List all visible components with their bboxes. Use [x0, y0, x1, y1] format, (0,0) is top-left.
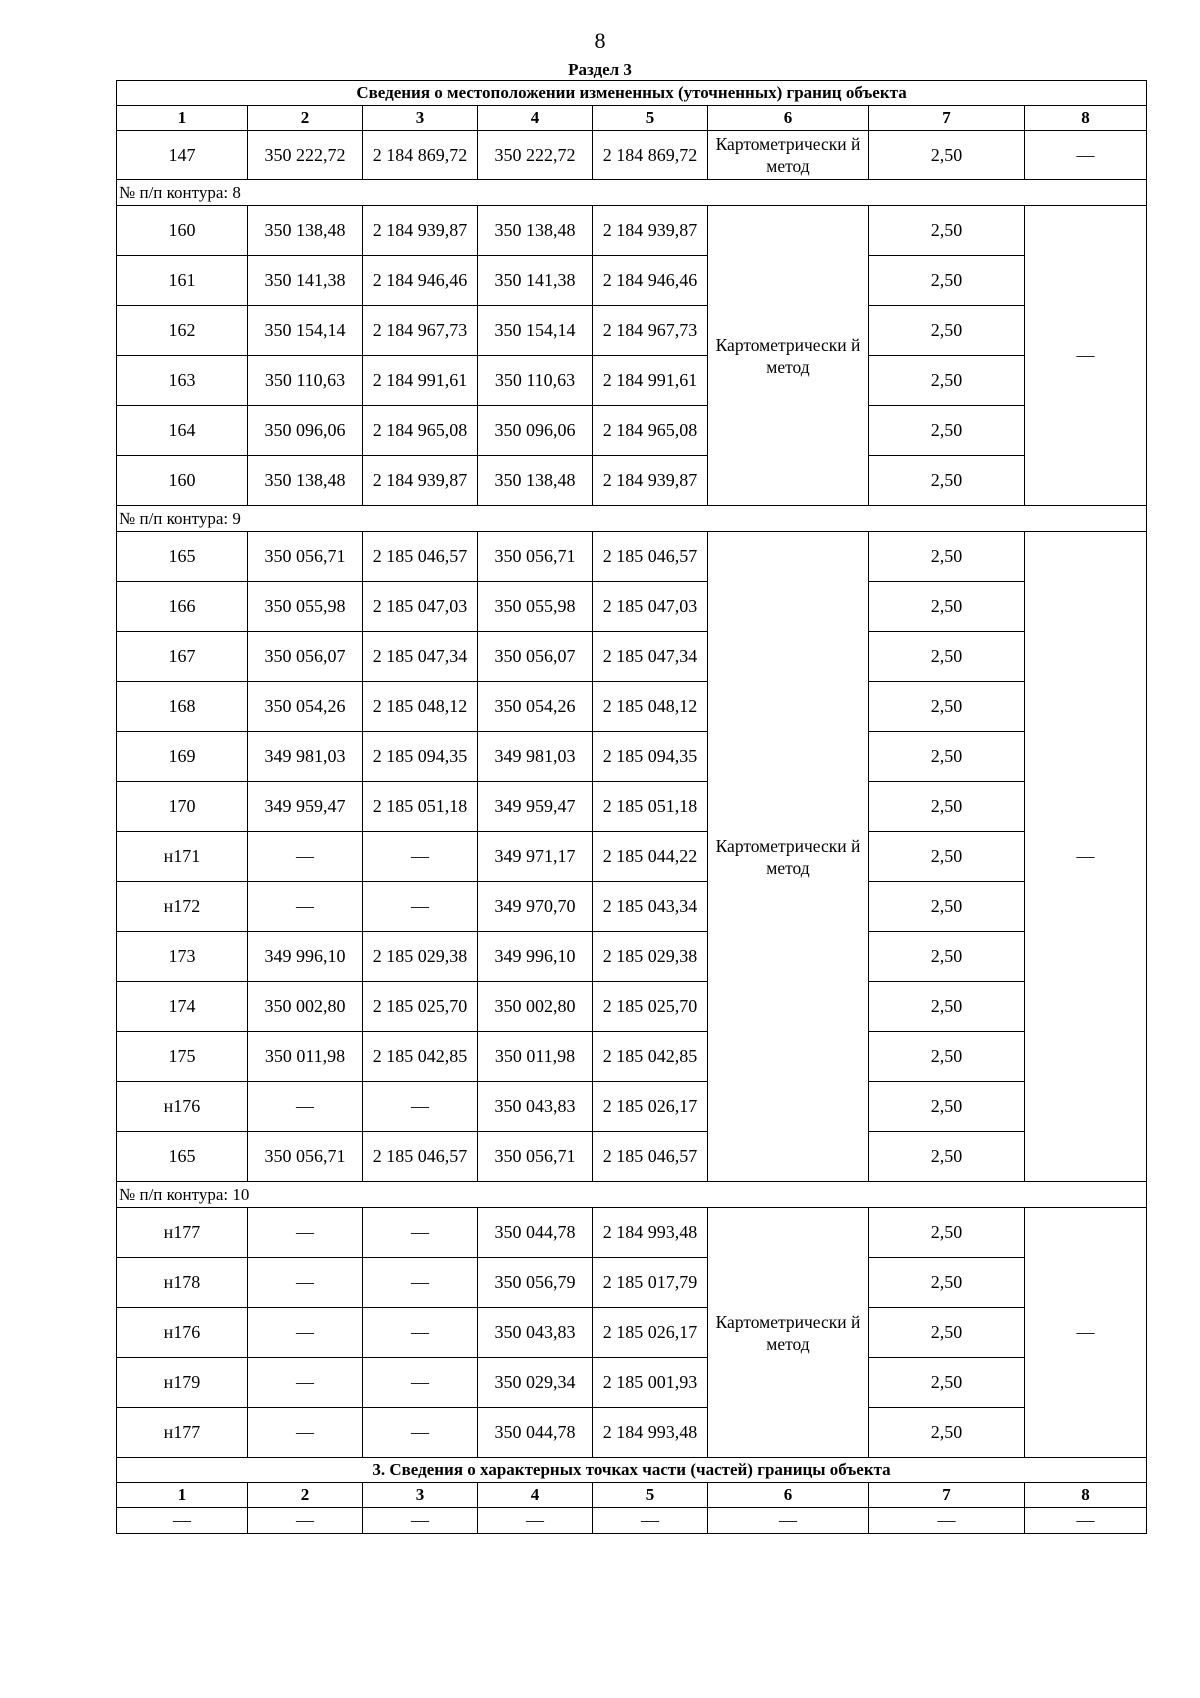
point-number: 160 — [117, 206, 248, 256]
point-number: 164 — [117, 406, 248, 456]
note-cell: — — [1025, 131, 1147, 180]
x-old-cell: 350 002,80 — [248, 982, 363, 1032]
y-new-cell: 2 185 094,35 — [593, 732, 708, 782]
part-empty-row — [117, 1508, 1147, 1534]
page-number: 8 — [594, 28, 606, 53]
point-number: 173 — [117, 932, 248, 982]
y-new-cell: 2 184 993,48 — [593, 1408, 708, 1458]
precision-cell: 2,50 — [869, 882, 1025, 932]
point-number: н176 — [117, 1308, 248, 1358]
point-number: 170 — [117, 782, 248, 832]
column-number: 2 — [248, 106, 363, 131]
contour-label-row — [117, 1182, 1147, 1208]
x-old-cell: 350 054,26 — [248, 682, 363, 732]
table-row — [117, 256, 1147, 306]
x-new-cell: 350 055,98 — [478, 582, 593, 632]
x-new-cell: 350 029,34 — [478, 1358, 593, 1408]
y-old-cell: 2 184 946,46 — [363, 256, 478, 306]
table-row — [117, 732, 1147, 782]
y-old-cell: 2 184 939,87 — [363, 206, 478, 256]
table-row — [117, 1408, 1147, 1458]
y-new-cell: 2 185 044,22 — [593, 832, 708, 882]
table-row — [117, 306, 1147, 356]
y-old-cell: — — [363, 1208, 478, 1258]
y-new-cell: 2 184 967,73 — [593, 306, 708, 356]
point-number: 165 — [117, 532, 248, 582]
y-old-cell: — — [363, 1408, 478, 1458]
table-row — [117, 882, 1147, 932]
x-new-cell: 350 056,71 — [478, 1132, 593, 1182]
part-column-number-row — [117, 1483, 1147, 1508]
precision-cell: 2,50 — [869, 682, 1025, 732]
y-old-cell: 2 185 051,18 — [363, 782, 478, 832]
x-old-cell: — — [248, 1358, 363, 1408]
x-old-cell: 350 056,07 — [248, 632, 363, 682]
column-number: 3 — [363, 106, 478, 131]
x-new-cell: 350 141,38 — [478, 256, 593, 306]
method-cell: Картометрически й метод — [708, 131, 869, 180]
y-old-cell: 2 184 967,73 — [363, 306, 478, 356]
y-new-cell: 2 185 026,17 — [593, 1082, 708, 1132]
x-new-cell: 350 110,63 — [478, 356, 593, 406]
y-new-cell: 2 185 025,70 — [593, 982, 708, 1032]
table-row — [117, 1358, 1147, 1408]
precision-cell: 2,50 — [869, 206, 1025, 256]
precision-cell: 2,50 — [869, 782, 1025, 832]
precision-cell: 2,50 — [869, 1358, 1025, 1408]
precision-cell: 2,50 — [869, 256, 1025, 306]
precision-cell: 2,50 — [869, 982, 1025, 1032]
y-new-cell: 2 185 042,85 — [593, 1032, 708, 1082]
x-old-cell: 350 138,48 — [248, 456, 363, 506]
column-number: 5 — [593, 1483, 708, 1508]
y-new-cell: 2 185 048,12 — [593, 682, 708, 732]
table-row — [117, 1032, 1147, 1082]
empty-cell: — — [1025, 1508, 1147, 1534]
y-old-cell: 2 185 047,03 — [363, 582, 478, 632]
table-row — [117, 1258, 1147, 1308]
empty-cell: — — [869, 1508, 1025, 1534]
y-new-cell: 2 185 026,17 — [593, 1308, 708, 1358]
y-old-cell: — — [363, 882, 478, 932]
table-row — [117, 1132, 1147, 1182]
x-old-cell: 350 138,48 — [248, 206, 363, 256]
y-old-cell: 2 185 042,85 — [363, 1032, 478, 1082]
table-row — [117, 832, 1147, 882]
precision-cell: 2,50 — [869, 1408, 1025, 1458]
x-new-cell: 349 959,47 — [478, 782, 593, 832]
precision-cell: 2,50 — [869, 1132, 1025, 1182]
y-old-cell: 2 185 025,70 — [363, 982, 478, 1032]
x-new-cell: 350 011,98 — [478, 1032, 593, 1082]
x-old-cell: 349 959,47 — [248, 782, 363, 832]
point-number: 160 — [117, 456, 248, 506]
table-row — [117, 582, 1147, 632]
y-new-cell: 2 185 017,79 — [593, 1258, 708, 1308]
table-row — [117, 532, 1147, 582]
y-old-cell: 2 184 939,87 — [363, 456, 478, 506]
point-number: н177 — [117, 1208, 248, 1258]
method-cell: Картометрически й метод — [708, 206, 869, 506]
precision-cell: 2,50 — [869, 732, 1025, 782]
y-new-cell: 2 184 869,72 — [593, 131, 708, 180]
column-number: 3 — [363, 1483, 478, 1508]
x-old-cell: 349 996,10 — [248, 932, 363, 982]
y-new-cell: 2 184 991,61 — [593, 356, 708, 406]
precision-cell: 2,50 — [869, 1082, 1025, 1132]
empty-cell: — — [708, 1508, 869, 1534]
table-caption: Сведения о местоположении измененных (уточненных) границ объекта — [117, 81, 1147, 106]
precision-cell: 2,50 — [869, 1258, 1025, 1308]
part-section-caption-row — [117, 1458, 1147, 1483]
column-number: 6 — [708, 1483, 869, 1508]
column-number: 2 — [248, 1483, 363, 1508]
x-new-cell: 350 138,48 — [478, 456, 593, 506]
contour-label: № п/п контура: 9 — [117, 506, 1147, 532]
method-cell: Картометрически й метод — [708, 532, 869, 1182]
point-number: н171 — [117, 832, 248, 882]
y-new-cell: 2 184 946,46 — [593, 256, 708, 306]
point-number: 161 — [117, 256, 248, 306]
part-section-title: 3. Сведения о характерных точках части (частей) границы объекта — [117, 1458, 1147, 1483]
precision-cell: 2,50 — [869, 1308, 1025, 1358]
x-new-cell: 350 043,83 — [478, 1308, 593, 1358]
x-new-cell: 349 971,17 — [478, 832, 593, 882]
y-new-cell: 2 185 047,34 — [593, 632, 708, 682]
x-old-cell: 350 096,06 — [248, 406, 363, 456]
precision-cell: 2,50 — [869, 1208, 1025, 1258]
x-new-cell: 350 096,06 — [478, 406, 593, 456]
table-row — [117, 1208, 1147, 1258]
boundary-coordinates-table — [116, 80, 1147, 1534]
x-old-cell: 350 055,98 — [248, 582, 363, 632]
precision-cell: 2,50 — [869, 632, 1025, 682]
column-number: 7 — [869, 1483, 1025, 1508]
point-number: 163 — [117, 356, 248, 406]
note-cell: — — [1025, 1208, 1147, 1458]
y-new-cell: 2 185 046,57 — [593, 1132, 708, 1182]
contour-label-row — [117, 180, 1147, 206]
point-number: 169 — [117, 732, 248, 782]
point-number: 165 — [117, 1132, 248, 1182]
x-new-cell: 350 056,79 — [478, 1258, 593, 1308]
contour-label: № п/п контура: 8 — [117, 180, 1147, 206]
x-old-cell: — — [248, 1208, 363, 1258]
table-row — [117, 632, 1147, 682]
x-old-cell: — — [248, 882, 363, 932]
x-new-cell: 350 154,14 — [478, 306, 593, 356]
point-number: 147 — [117, 131, 248, 180]
y-old-cell: 2 184 965,08 — [363, 406, 478, 456]
point-number: н176 — [117, 1082, 248, 1132]
column-number: 1 — [117, 1483, 248, 1508]
point-number: н178 — [117, 1258, 248, 1308]
point-number: 174 — [117, 982, 248, 1032]
empty-cell: — — [117, 1508, 248, 1534]
point-number: н179 — [117, 1358, 248, 1408]
y-old-cell: 2 185 046,57 — [363, 532, 478, 582]
precision-cell: 2,50 — [869, 582, 1025, 632]
x-old-cell: — — [248, 1308, 363, 1358]
x-old-cell: 350 056,71 — [248, 1132, 363, 1182]
y-old-cell: — — [363, 832, 478, 882]
x-old-cell: 349 981,03 — [248, 732, 363, 782]
method-cell: Картометрически й метод — [708, 1208, 869, 1458]
table-row — [117, 356, 1147, 406]
x-new-cell: 349 970,70 — [478, 882, 593, 932]
y-old-cell: 2 185 048,12 — [363, 682, 478, 732]
table-row — [117, 206, 1147, 256]
precision-cell: 2,50 — [869, 356, 1025, 406]
x-old-cell: — — [248, 1082, 363, 1132]
contour-label: № п/п контура: 10 — [117, 1182, 1147, 1208]
table-row — [117, 782, 1147, 832]
empty-cell: — — [478, 1508, 593, 1534]
column-number: 4 — [478, 1483, 593, 1508]
x-new-cell: 350 054,26 — [478, 682, 593, 732]
y-old-cell: 2 185 029,38 — [363, 932, 478, 982]
x-old-cell: — — [248, 832, 363, 882]
x-old-cell: 350 110,63 — [248, 356, 363, 406]
point-number: 166 — [117, 582, 248, 632]
precision-cell: 2,50 — [869, 1032, 1025, 1082]
x-old-cell: — — [248, 1408, 363, 1458]
y-new-cell: 2 185 046,57 — [593, 532, 708, 582]
column-number: 6 — [708, 106, 869, 131]
column-number: 5 — [593, 106, 708, 131]
y-new-cell: 2 184 939,87 — [593, 206, 708, 256]
y-old-cell: 2 184 991,61 — [363, 356, 478, 406]
table-row — [117, 406, 1147, 456]
table-row — [117, 932, 1147, 982]
point-number: н172 — [117, 882, 248, 932]
y-new-cell: 2 184 965,08 — [593, 406, 708, 456]
x-old-cell: — — [248, 1258, 363, 1308]
y-new-cell: 2 185 001,93 — [593, 1358, 708, 1408]
x-new-cell: 349 981,03 — [478, 732, 593, 782]
table-row — [117, 1308, 1147, 1358]
x-new-cell: 349 996,10 — [478, 932, 593, 982]
table-caption-row — [117, 81, 1147, 106]
precision-cell: 2,50 — [869, 131, 1025, 180]
note-cell: — — [1025, 206, 1147, 506]
point-number: н177 — [117, 1408, 248, 1458]
column-number: 1 — [117, 106, 248, 131]
empty-cell: — — [248, 1508, 363, 1534]
x-new-cell: 350 002,80 — [478, 982, 593, 1032]
x-new-cell: 350 044,78 — [478, 1208, 593, 1258]
point-number: 167 — [117, 632, 248, 682]
y-old-cell: 2 185 094,35 — [363, 732, 478, 782]
precision-cell: 2,50 — [869, 306, 1025, 356]
y-old-cell: — — [363, 1258, 478, 1308]
y-old-cell: 2 184 869,72 — [363, 131, 478, 180]
precision-cell: 2,50 — [869, 932, 1025, 982]
column-number: 7 — [869, 106, 1025, 131]
y-new-cell: 2 185 051,18 — [593, 782, 708, 832]
table-row — [117, 982, 1147, 1032]
point-number: 175 — [117, 1032, 248, 1082]
y-new-cell: 2 185 029,38 — [593, 932, 708, 982]
y-old-cell: — — [363, 1082, 478, 1132]
x-new-cell: 350 222,72 — [478, 131, 593, 180]
x-old-cell: 350 141,38 — [248, 256, 363, 306]
x-new-cell: 350 044,78 — [478, 1408, 593, 1458]
x-old-cell: 350 056,71 — [248, 532, 363, 582]
table-row — [117, 456, 1147, 506]
column-number: 4 — [478, 106, 593, 131]
point-number: 168 — [117, 682, 248, 732]
x-new-cell: 350 056,71 — [478, 532, 593, 582]
y-new-cell: 2 184 939,87 — [593, 456, 708, 506]
column-number-row — [117, 106, 1147, 131]
x-new-cell: 350 138,48 — [478, 206, 593, 256]
x-new-cell: 350 056,07 — [478, 632, 593, 682]
table-row — [117, 682, 1147, 732]
y-old-cell: — — [363, 1308, 478, 1358]
x-new-cell: 350 043,83 — [478, 1082, 593, 1132]
y-old-cell: — — [363, 1358, 478, 1408]
y-old-cell: 2 185 046,57 — [363, 1132, 478, 1182]
precision-cell: 2,50 — [869, 832, 1025, 882]
contour-label-row — [117, 506, 1147, 532]
note-cell: — — [1025, 532, 1147, 1182]
section-title: Раздел 3 — [568, 60, 632, 79]
x-old-cell: 350 154,14 — [248, 306, 363, 356]
y-new-cell: 2 185 043,34 — [593, 882, 708, 932]
point-number: 162 — [117, 306, 248, 356]
y-new-cell: 2 185 047,03 — [593, 582, 708, 632]
empty-cell: — — [593, 1508, 708, 1534]
empty-cell: — — [363, 1508, 478, 1534]
table-row — [117, 1082, 1147, 1132]
precision-cell: 2,50 — [869, 532, 1025, 582]
column-number: 8 — [1025, 106, 1147, 131]
column-number: 8 — [1025, 1483, 1147, 1508]
x-old-cell: 350 011,98 — [248, 1032, 363, 1082]
table-row — [117, 131, 1147, 180]
precision-cell: 2,50 — [869, 406, 1025, 456]
y-new-cell: 2 184 993,48 — [593, 1208, 708, 1258]
precision-cell: 2,50 — [869, 456, 1025, 506]
x-old-cell: 350 222,72 — [248, 131, 363, 180]
y-old-cell: 2 185 047,34 — [363, 632, 478, 682]
